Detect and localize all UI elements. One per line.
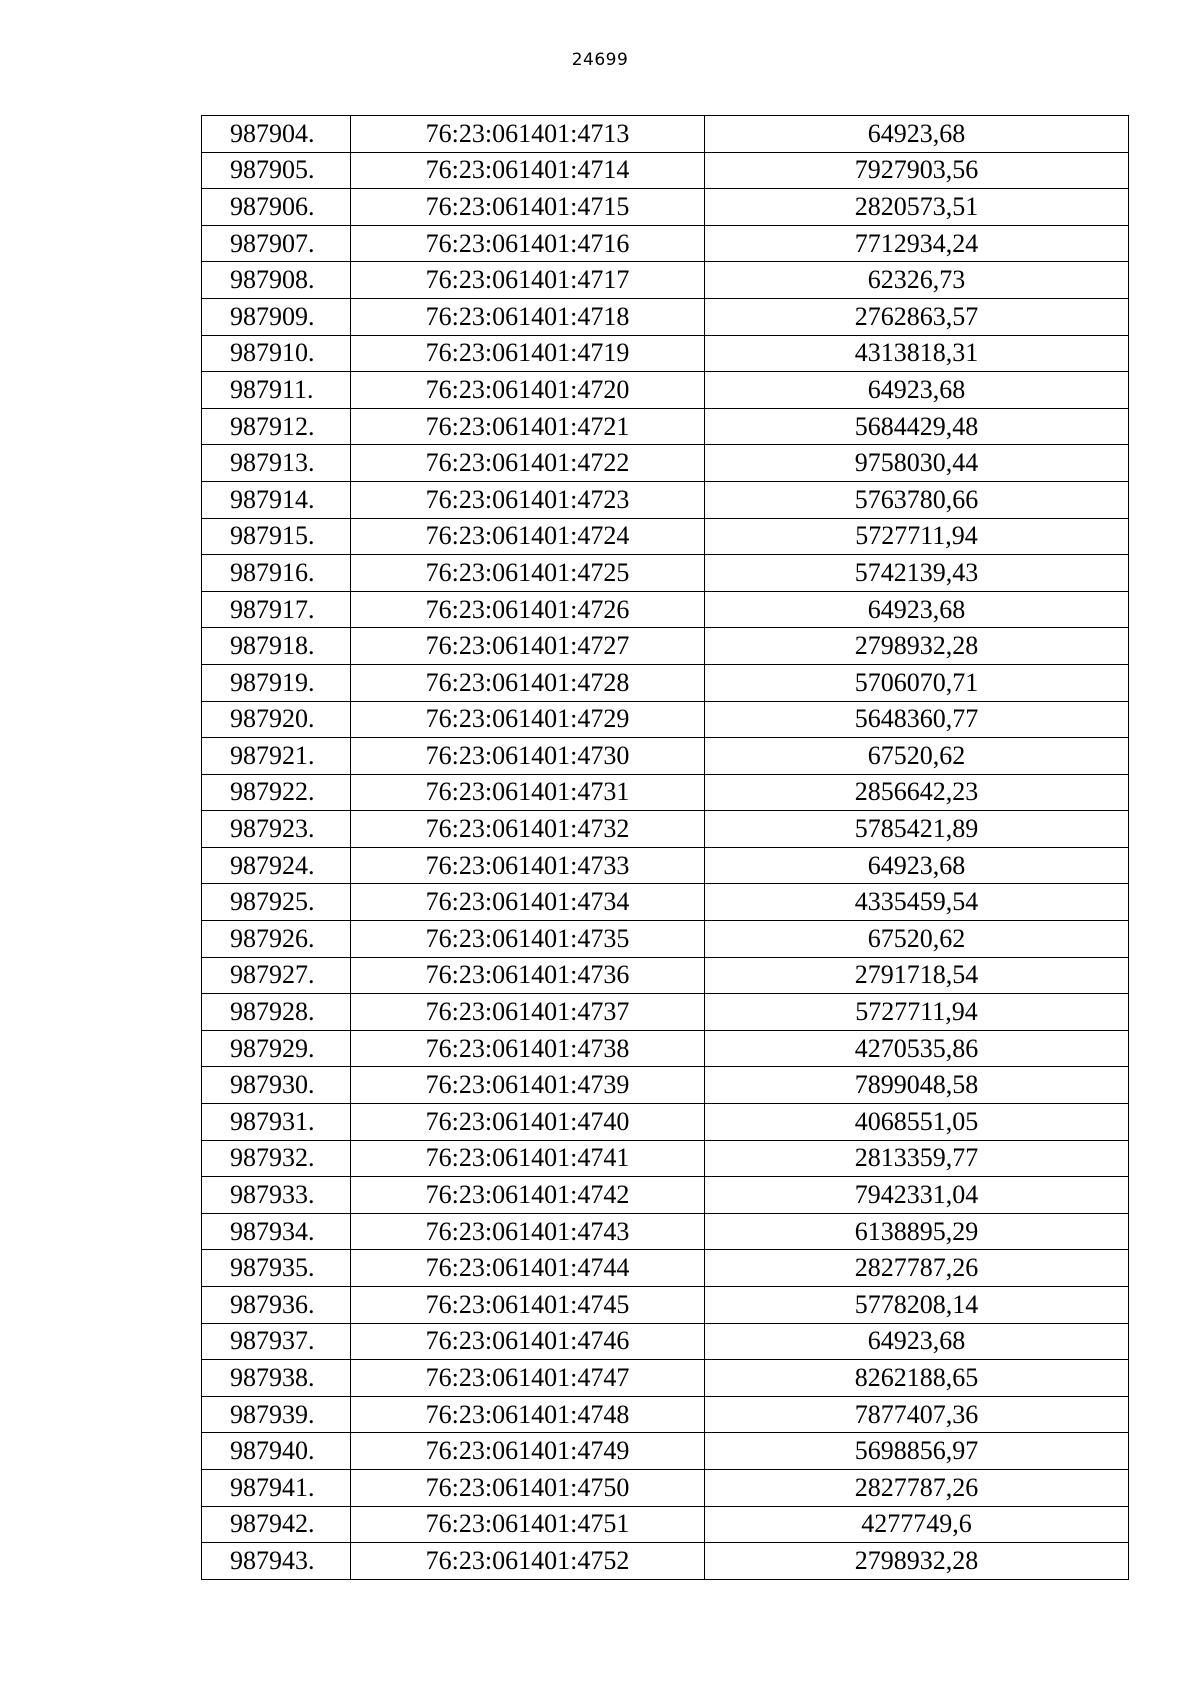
cadastral-value-cell: 2856642,23 bbox=[705, 774, 1129, 811]
table-row bbox=[202, 1104, 1129, 1141]
table-row bbox=[202, 335, 1129, 372]
cadastral-value-cell: 5684429,48 bbox=[705, 408, 1129, 445]
cadastral-value-cell: 4335459,54 bbox=[705, 884, 1129, 921]
cadastral-number-cell: 76:23:061401:4736 bbox=[351, 957, 705, 994]
cadastral-value-cell: 7942331,04 bbox=[705, 1177, 1129, 1214]
cadastral-value-cell: 2827787,26 bbox=[705, 1250, 1129, 1287]
row-number-cell: 987931. bbox=[202, 1104, 351, 1141]
table-row bbox=[202, 189, 1129, 226]
table-body bbox=[202, 116, 1129, 1580]
table-row bbox=[202, 738, 1129, 775]
cadastral-value-cell: 2791718,54 bbox=[705, 957, 1129, 994]
row-number-cell: 987917. bbox=[202, 591, 351, 628]
table-row bbox=[202, 1360, 1129, 1397]
cadastral-value-table bbox=[201, 115, 1129, 1580]
cadastral-number-cell: 76:23:061401:4727 bbox=[351, 628, 705, 665]
table-row bbox=[202, 811, 1129, 848]
row-number-cell: 987904. bbox=[202, 116, 351, 153]
row-number-cell: 987930. bbox=[202, 1067, 351, 1104]
row-number-cell: 987910. bbox=[202, 335, 351, 372]
cadastral-value-cell: 5648360,77 bbox=[705, 701, 1129, 738]
cadastral-number-cell: 76:23:061401:4752 bbox=[351, 1543, 705, 1580]
cadastral-value-cell: 5785421,89 bbox=[705, 811, 1129, 848]
cadastral-value-cell: 64923,68 bbox=[705, 1323, 1129, 1360]
row-number-cell: 987913. bbox=[202, 445, 351, 482]
cadastral-number-cell: 76:23:061401:4739 bbox=[351, 1067, 705, 1104]
row-number-cell: 987919. bbox=[202, 664, 351, 701]
cadastral-number-cell: 76:23:061401:4714 bbox=[351, 152, 705, 189]
cadastral-value-cell: 2762863,57 bbox=[705, 298, 1129, 335]
table-row bbox=[202, 921, 1129, 958]
row-number-cell: 987925. bbox=[202, 884, 351, 921]
cadastral-number-cell: 76:23:061401:4748 bbox=[351, 1396, 705, 1433]
cadastral-number-cell: 76:23:061401:4746 bbox=[351, 1323, 705, 1360]
cadastral-value-cell: 5727711,94 bbox=[705, 518, 1129, 555]
cadastral-value-cell: 5742139,43 bbox=[705, 555, 1129, 592]
cadastral-number-cell: 76:23:061401:4715 bbox=[351, 189, 705, 226]
cadastral-value-cell: 2798932,28 bbox=[705, 1543, 1129, 1580]
cadastral-value-cell: 64923,68 bbox=[705, 591, 1129, 628]
cadastral-value-cell: 2798932,28 bbox=[705, 628, 1129, 665]
cadastral-value-cell: 5763780,66 bbox=[705, 481, 1129, 518]
table-row bbox=[202, 1543, 1129, 1580]
row-number-cell: 987932. bbox=[202, 1140, 351, 1177]
row-number-cell: 987943. bbox=[202, 1543, 351, 1580]
row-number-cell: 987923. bbox=[202, 811, 351, 848]
cadastral-number-cell: 76:23:061401:4718 bbox=[351, 298, 705, 335]
cadastral-value-cell: 5778208,14 bbox=[705, 1287, 1129, 1324]
cadastral-number-cell: 76:23:061401:4722 bbox=[351, 445, 705, 482]
cadastral-value-cell: 4313818,31 bbox=[705, 335, 1129, 372]
row-number-cell: 987909. bbox=[202, 298, 351, 335]
table-row bbox=[202, 262, 1129, 299]
table-row bbox=[202, 1067, 1129, 1104]
table-row bbox=[202, 1433, 1129, 1470]
table-row bbox=[202, 847, 1129, 884]
table-row bbox=[202, 1177, 1129, 1214]
cadastral-value-cell: 5727711,94 bbox=[705, 994, 1129, 1031]
table-row bbox=[202, 298, 1129, 335]
cadastral-number-cell: 76:23:061401:4737 bbox=[351, 994, 705, 1031]
row-number-cell: 987933. bbox=[202, 1177, 351, 1214]
table-row bbox=[202, 1213, 1129, 1250]
row-number-cell: 987936. bbox=[202, 1287, 351, 1324]
cadastral-number-cell: 76:23:061401:4725 bbox=[351, 555, 705, 592]
row-number-cell: 987942. bbox=[202, 1506, 351, 1543]
table-row bbox=[202, 884, 1129, 921]
row-number-cell: 987905. bbox=[202, 152, 351, 189]
cadastral-value-cell: 7899048,58 bbox=[705, 1067, 1129, 1104]
cadastral-value-cell: 4277749,6 bbox=[705, 1506, 1129, 1543]
cadastral-value-cell: 67520,62 bbox=[705, 738, 1129, 775]
table-row bbox=[202, 481, 1129, 518]
table-row bbox=[202, 518, 1129, 555]
cadastral-number-cell: 76:23:061401:4728 bbox=[351, 664, 705, 701]
cadastral-number-cell: 76:23:061401:4740 bbox=[351, 1104, 705, 1141]
table-row bbox=[202, 152, 1129, 189]
cadastral-number-cell: 76:23:061401:4729 bbox=[351, 701, 705, 738]
row-number-cell: 987921. bbox=[202, 738, 351, 775]
cadastral-number-cell: 76:23:061401:4730 bbox=[351, 738, 705, 775]
cadastral-value-cell: 64923,68 bbox=[705, 847, 1129, 884]
cadastral-number-cell: 76:23:061401:4723 bbox=[351, 481, 705, 518]
cadastral-value-cell: 6138895,29 bbox=[705, 1213, 1129, 1250]
table-row bbox=[202, 664, 1129, 701]
cadastral-number-cell: 76:23:061401:4745 bbox=[351, 1287, 705, 1324]
table-row bbox=[202, 372, 1129, 409]
row-number-cell: 987934. bbox=[202, 1213, 351, 1250]
row-number-cell: 987915. bbox=[202, 518, 351, 555]
cadastral-value-cell: 5698856,97 bbox=[705, 1433, 1129, 1470]
row-number-cell: 987938. bbox=[202, 1360, 351, 1397]
cadastral-number-cell: 76:23:061401:4734 bbox=[351, 884, 705, 921]
row-number-cell: 987918. bbox=[202, 628, 351, 665]
row-number-cell: 987941. bbox=[202, 1469, 351, 1506]
row-number-cell: 987939. bbox=[202, 1396, 351, 1433]
row-number-cell: 987922. bbox=[202, 774, 351, 811]
table-row bbox=[202, 225, 1129, 262]
row-number-cell: 987940. bbox=[202, 1433, 351, 1470]
cadastral-number-cell: 76:23:061401:4747 bbox=[351, 1360, 705, 1397]
cadastral-value-cell: 7927903,56 bbox=[705, 152, 1129, 189]
cadastral-number-cell: 76:23:061401:4726 bbox=[351, 591, 705, 628]
cadastral-value-cell: 2827787,26 bbox=[705, 1469, 1129, 1506]
row-number-cell: 987927. bbox=[202, 957, 351, 994]
row-number-cell: 987926. bbox=[202, 921, 351, 958]
table-row bbox=[202, 1323, 1129, 1360]
row-number-cell: 987935. bbox=[202, 1250, 351, 1287]
table-row bbox=[202, 701, 1129, 738]
cadastral-number-cell: 76:23:061401:4720 bbox=[351, 372, 705, 409]
cadastral-number-cell: 76:23:061401:4721 bbox=[351, 408, 705, 445]
cadastral-number-cell: 76:23:061401:4731 bbox=[351, 774, 705, 811]
cadastral-number-cell: 76:23:061401:4751 bbox=[351, 1506, 705, 1543]
row-number-cell: 987912. bbox=[202, 408, 351, 445]
cadastral-number-cell: 76:23:061401:4716 bbox=[351, 225, 705, 262]
table-row bbox=[202, 1287, 1129, 1324]
cadastral-value-cell: 8262188,65 bbox=[705, 1360, 1129, 1397]
table-row bbox=[202, 445, 1129, 482]
table-row bbox=[202, 1506, 1129, 1543]
table-row bbox=[202, 555, 1129, 592]
table-row bbox=[202, 1250, 1129, 1287]
row-number-cell: 987937. bbox=[202, 1323, 351, 1360]
cadastral-value-cell: 62326,73 bbox=[705, 262, 1129, 299]
row-number-cell: 987908. bbox=[202, 262, 351, 299]
cadastral-number-cell: 76:23:061401:4717 bbox=[351, 262, 705, 299]
table-row bbox=[202, 994, 1129, 1031]
table-row bbox=[202, 957, 1129, 994]
cadastral-value-cell: 2820573,51 bbox=[705, 189, 1129, 226]
cadastral-number-cell: 76:23:061401:4744 bbox=[351, 1250, 705, 1287]
cadastral-value-cell: 2813359,77 bbox=[705, 1140, 1129, 1177]
table-row bbox=[202, 1140, 1129, 1177]
cadastral-number-cell: 76:23:061401:4713 bbox=[351, 116, 705, 153]
cadastral-number-cell: 76:23:061401:4749 bbox=[351, 1433, 705, 1470]
cadastral-value-cell: 5706070,71 bbox=[705, 664, 1129, 701]
table-row bbox=[202, 1030, 1129, 1067]
cadastral-number-cell: 76:23:061401:4741 bbox=[351, 1140, 705, 1177]
cadastral-value-cell: 7712934,24 bbox=[705, 225, 1129, 262]
row-number-cell: 987920. bbox=[202, 701, 351, 738]
row-number-cell: 987907. bbox=[202, 225, 351, 262]
cadastral-value-cell: 64923,68 bbox=[705, 116, 1129, 153]
cadastral-number-cell: 76:23:061401:4738 bbox=[351, 1030, 705, 1067]
cadastral-number-cell: 76:23:061401:4724 bbox=[351, 518, 705, 555]
row-number-cell: 987924. bbox=[202, 847, 351, 884]
cadastral-number-cell: 76:23:061401:4733 bbox=[351, 847, 705, 884]
table-row bbox=[202, 1469, 1129, 1506]
cadastral-number-cell: 76:23:061401:4743 bbox=[351, 1213, 705, 1250]
cadastral-number-cell: 76:23:061401:4750 bbox=[351, 1469, 705, 1506]
row-number-cell: 987928. bbox=[202, 994, 351, 1031]
cadastral-value-cell: 64923,68 bbox=[705, 372, 1129, 409]
table-row bbox=[202, 591, 1129, 628]
row-number-cell: 987916. bbox=[202, 555, 351, 592]
cadastral-number-cell: 76:23:061401:4719 bbox=[351, 335, 705, 372]
cadastral-value-cell: 7877407,36 bbox=[705, 1396, 1129, 1433]
cadastral-number-cell: 76:23:061401:4742 bbox=[351, 1177, 705, 1214]
cadastral-value-cell: 4068551,05 bbox=[705, 1104, 1129, 1141]
row-number-cell: 987929. bbox=[202, 1030, 351, 1067]
table-row bbox=[202, 116, 1129, 153]
cadastral-number-cell: 76:23:061401:4735 bbox=[351, 921, 705, 958]
page-number: 24699 bbox=[571, 50, 629, 70]
row-number-cell: 987906. bbox=[202, 189, 351, 226]
cadastral-value-cell: 4270535,86 bbox=[705, 1030, 1129, 1067]
cadastral-value-cell: 67520,62 bbox=[705, 921, 1129, 958]
table-row bbox=[202, 1396, 1129, 1433]
cadastral-value-cell: 9758030,44 bbox=[705, 445, 1129, 482]
table-row bbox=[202, 408, 1129, 445]
table-row bbox=[202, 628, 1129, 665]
row-number-cell: 987911. bbox=[202, 372, 351, 409]
cadastral-number-cell: 76:23:061401:4732 bbox=[351, 811, 705, 848]
row-number-cell: 987914. bbox=[202, 481, 351, 518]
table-row bbox=[202, 774, 1129, 811]
